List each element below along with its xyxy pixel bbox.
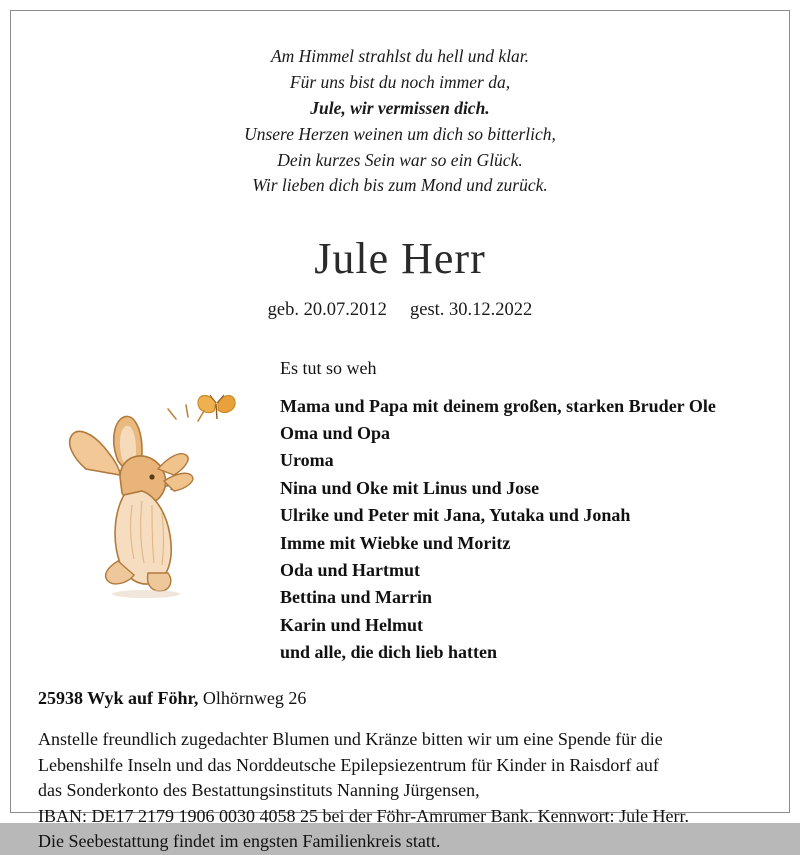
mourner-line: Mama und Papa mit deinem großen, starken Bruder Ole <box>280 395 716 416</box>
address-street: Olhörnweg 26 <box>198 688 307 709</box>
donation-notice-line: Lebenshilfe Inseln und das Norddeutsche Epilepsiezentrum für Kinder in Raisdorf auf <box>38 754 659 775</box>
poem-line: Dein kurzes Sein war so ein Glück. <box>277 149 523 170</box>
mourner-line: Nina und Oke mit Linus und Jose <box>280 477 540 498</box>
deceased-dates: geb. 20.07.2012 gest. 30.12.2022 <box>267 300 533 321</box>
donation-notice-line: das Sonderkonto des Bestattungsinstituts Nanning Jürgensen, <box>38 780 480 801</box>
mourner-line: und alle, die dich lieb hatten <box>280 641 498 662</box>
butterfly-icon <box>198 395 235 419</box>
address-city: 25938 Wyk auf Föhr, <box>38 688 199 709</box>
hare-with-butterfly-icon <box>48 373 274 613</box>
mourner-line: Bettina und Marrin <box>280 587 433 608</box>
mourner-line: Oma und Opa <box>280 423 391 444</box>
hare-eye <box>149 475 154 480</box>
donation-notice <box>38 727 762 855</box>
hare-foot-right <box>148 573 171 591</box>
funeral-notice-line: Die Seebestattung findet im engsten Familienkreis statt. <box>38 831 441 852</box>
poem-line: Unsere Herzen weinen um dich so bitterlich, <box>244 123 556 144</box>
mourner-line: Imme mit Wiebke und Moritz <box>280 532 511 553</box>
hare-ear-left <box>70 432 120 476</box>
mourners-intro: Es tut so weh <box>280 358 377 379</box>
poem-line-highlight: Jule, wir vermissen dich. <box>310 97 490 118</box>
poem-line: Für uns bist du noch immer da, <box>289 71 511 92</box>
mourner-line: Ulrike und Peter mit Jana, Yutaka und Jonah <box>280 505 631 526</box>
donation-notice-line: Anstelle freundlich zugedachter Blumen und Kränze bitten wir um eine Spende für die <box>38 729 663 750</box>
deceased-name: Jule Herr <box>314 234 486 284</box>
donation-notice-line: IBAN: DE17 2179 1906 0030 4058 25 bei der Föhr-Amrumer Bank. Kennwort: Jule Herr. <box>38 805 690 826</box>
poem-line: Wir lieben dich bis zum Mond und zurück. <box>252 175 548 196</box>
memorial-poem <box>38 44 762 199</box>
mourner-line: Uroma <box>280 450 334 471</box>
mourners-section <box>38 355 762 666</box>
mourner-line: Oda und Hartmut <box>280 559 421 580</box>
hare-shadow <box>112 590 180 598</box>
mourner-line: Karin und Helmut <box>280 614 424 635</box>
hare-paw-lower <box>164 474 193 492</box>
poem-line: Am Himmel strahlst du hell und klar. <box>270 46 530 66</box>
address-line <box>38 688 762 709</box>
mourners-list <box>280 355 762 666</box>
